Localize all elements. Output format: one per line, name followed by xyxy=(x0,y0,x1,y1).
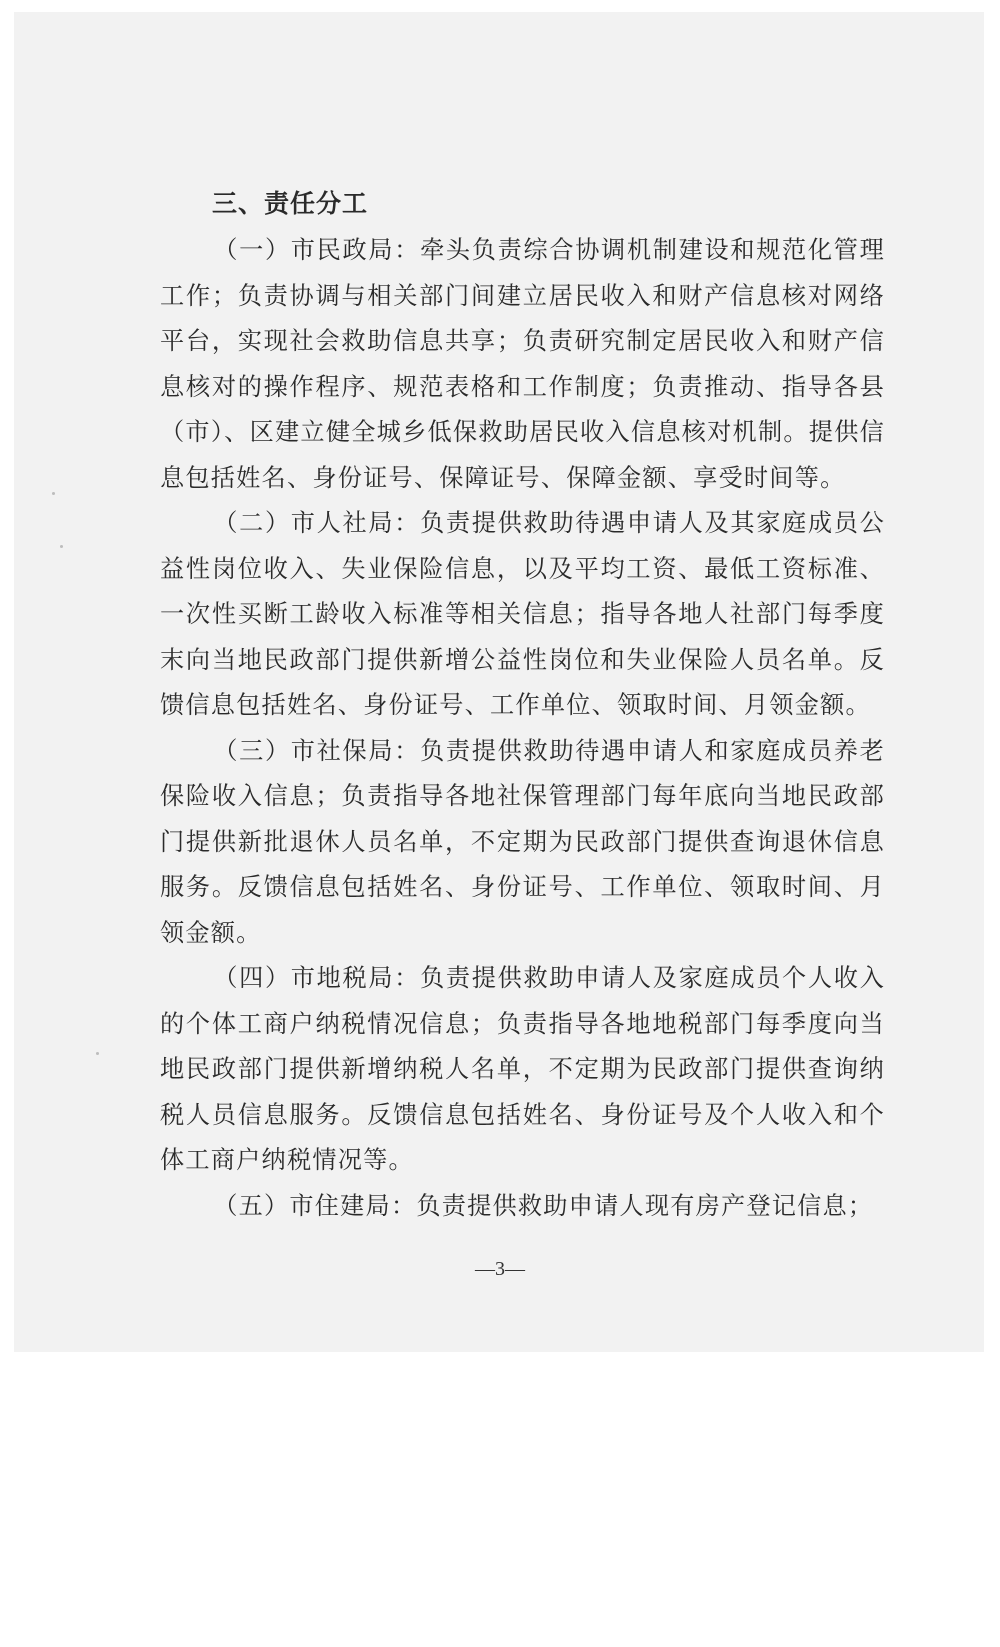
section-heading: 三、责任分工 xyxy=(212,189,369,218)
paragraph-local-tax: （四）市地税局：负责提供救助申请人及家庭成员个人收入的个体工商户纳税情况信息；负责指导各地地税部门每季度向当地民政部门提供新增纳税人名单，不定期为民政部门提供查询纳税人员信息服务。反馈信息包括姓名、身份证号及个人收入和个体工商户纳税情况等。 xyxy=(160,964,885,1174)
page-number: —3— xyxy=(475,1258,525,1280)
paragraph-civil-affairs: （一）市民政局：牵头负责综合协调机制建设和规范化管理工作；负责协调与相关部门间建立居民收入和财产信息核对网络平台，实现社会救助信息共享；负责研究制定居民收入和财产信息核对的操作程序、规范表格和工作制度；负责推动、指导各县（市）、区建立健全城乡低保救助居民收入信息核对机制。提供信息包括姓名、身份证号、保障证号、保障金额、享受时间等。 xyxy=(160,236,885,492)
document-body xyxy=(160,180,885,1229)
scan-speck xyxy=(96,1052,99,1055)
scan-speck xyxy=(52,492,55,495)
paragraph-housing: （五）市住建局：负责提供救助申请人现有房产登记信息； xyxy=(213,1191,874,1220)
scan-speck xyxy=(60,545,63,548)
paragraph-human-resources: （二）市人社局：负责提供救助待遇申请人及其家庭成员公益性岗位收入、失业保险信息，以及平均工资、最低工资标准、一次性买断工龄收入标准等相关信息；指导各地人社部门每季度末向当地民政部门提供新增公益性岗位和失业保险人员名单。反馈信息包括姓名、身份证号、工作单位、领取时间、月领金额。 xyxy=(160,509,885,719)
paragraph-social-security: （三）市社保局：负责提供救助待遇申请人和家庭成员养老保险收入信息；负责指导各地社保管理部门每年底向当地民政部门提供新批退休人员名单，不定期为民政部门提供查询退休信息服务。反馈信息包括姓名、身份证号、工作单位、领取时间、月领金额。 xyxy=(160,736,885,947)
